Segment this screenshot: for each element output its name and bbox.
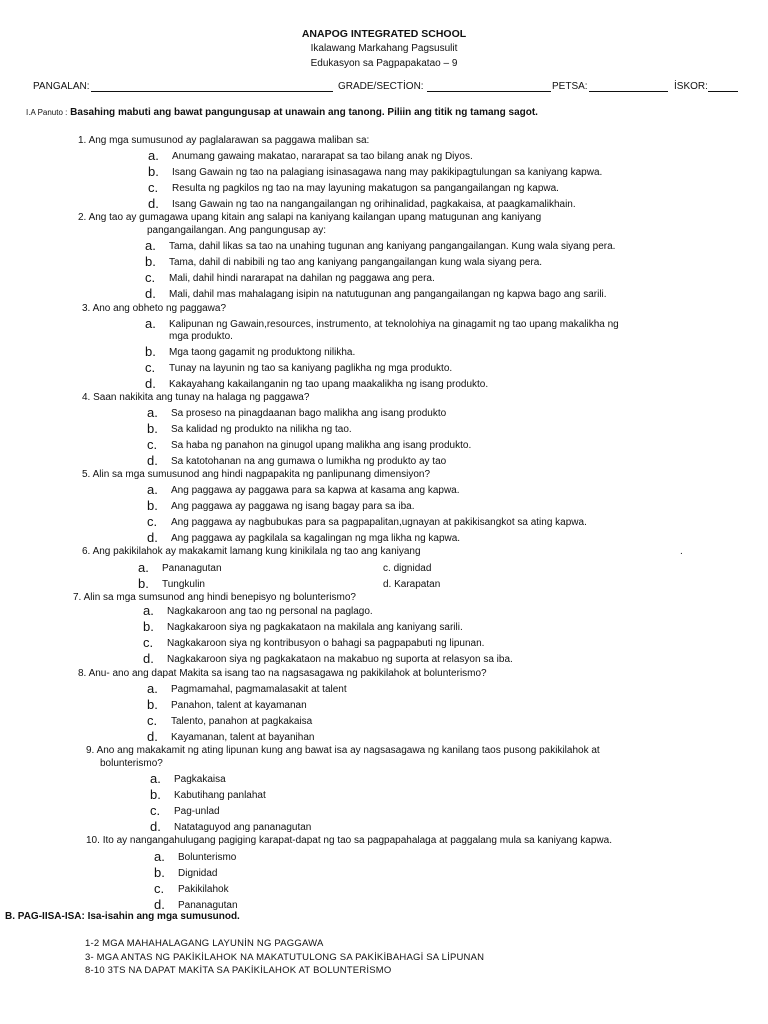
option-letter: c. (150, 803, 161, 818)
option-letter: c. (147, 713, 158, 728)
score-label: İSKOR: (674, 81, 708, 92)
option-letter: d. (143, 651, 154, 666)
question-stem: Ang pakikilahok ay makakamit lamang kung kinikilala ng tao ang kaniyang (92, 546, 421, 557)
question-9-continuation: bolunterismo? (100, 758, 163, 769)
question-number: 1. (78, 135, 87, 146)
option-letter: c. (143, 635, 154, 650)
option-text: Kayamanan, talent at bayanihan (171, 732, 315, 743)
option-letter: c. (383, 563, 391, 574)
option-text: Mali, dahil mas mahalagang isipin na natutugunan ang pangangailangan ng kapwa bago ang sarili. (169, 289, 607, 300)
question-3 (82, 303, 226, 314)
question-number: 9. (86, 745, 95, 756)
question-stem: Alin sa mga sumusunod ang hindi nagpapakita ng panlipunang dimensiyon? (92, 469, 431, 480)
option-text: Mga taong gagamit ng produktong nilikha. (169, 347, 356, 358)
question-stem: Alin sa mga sumsunod ang hindi benepisyo ng bolunterismo? (83, 592, 356, 603)
question-1 (78, 135, 369, 146)
option-letter: a. (145, 316, 156, 331)
option-text: Isang Gawain ng tao na nangangailangan ng orihinalidad, pagkakaisa, at paagkamalikhain. (172, 199, 576, 210)
question-number: 10. (86, 835, 100, 846)
question-number: 4. (82, 392, 91, 403)
option-letter: b. (147, 498, 158, 513)
option-text: Natataguyod ang pananagutan (174, 822, 312, 833)
option-letter: a. (138, 560, 149, 575)
option-text: Resulta ng pagkilos ng tao na may layuning makatugon sa pangangailangan ng kapwa. (172, 183, 559, 194)
option-letter: d. (150, 819, 161, 834)
q6-option-c[interactable] (383, 563, 431, 574)
option-letter: a. (154, 849, 165, 864)
q3-option-a-continuation: mga produkto. (169, 331, 233, 342)
question-10 (86, 835, 612, 846)
option-letter: a. (143, 603, 154, 618)
option-letter: c. (145, 270, 156, 285)
option-letter: b. (145, 344, 156, 359)
question-stem: Saan nakikita ang tunay na halaga ng paggawa? (93, 392, 310, 403)
exam-title: Ikalawang Markahang Pagsusulit (310, 43, 458, 54)
option-text: Tunay na layunin ng tao sa kaniyang paglikha ng mga produkto. (169, 363, 453, 374)
option-text: Pagmamahal, pagmamalasakit at talent (171, 684, 347, 695)
option-letter: c. (145, 360, 156, 375)
option-text: Kabutihang panlahat (174, 790, 266, 801)
option-letter: b. (145, 254, 156, 269)
option-text: Nagkakaroon siya ng kontribusyon o bahagi sa pagpapabuti ng lipunan. (167, 638, 485, 649)
question-stem: Ito ay nangangahulugang pagiging karapat-dapat ng tao sa pagpapahalaga at paggalang mula sa kaniyang kapwa. (102, 835, 612, 846)
option-text: Ang paggawa ay paggawa ng isang bagay para sa iba. (171, 501, 415, 512)
option-letter: c. (148, 180, 159, 195)
option-letter: d. (145, 376, 156, 391)
question-9 (86, 745, 600, 756)
option-text: Sa proseso na pinagdaanan bago malikha ang isang produkto (171, 408, 447, 419)
part-b-item-3: 8-10 3TS NA DAPAT MAKİTA SA PAKİKİLAHOK AT BOLUNTERİSMO (85, 965, 392, 976)
directions (26, 107, 538, 118)
option-letter: a. (147, 681, 158, 696)
option-text: dignidad (393, 563, 432, 574)
school-name: ANAPOG INTEGRATED SCHOOL (301, 28, 467, 40)
option-text: Bolunterismo (178, 852, 237, 863)
option-letter: b. (147, 697, 158, 712)
option-letter: d. (148, 196, 159, 211)
option-text: Mali, dahil hindi nararapat na dahilan ng paggawa ang pera. (169, 273, 435, 284)
subject-title: Edukasyon sa Pagpapakatao – 9 (310, 58, 458, 69)
option-letter: b. (147, 421, 158, 436)
option-text: Anumang gawaing makatao, nararapat sa tao bilang anak ng Diyos. (172, 151, 473, 162)
part-b-item-1: 1-2 MGA MAHAHALAGANG LAYUNİN NG PAGGAWA (85, 938, 324, 949)
option-text: Ang paggawa ay nagbubukas para sa pagpapalitan,ugnayan at pakikisangkot sa ating kapwa. (171, 517, 587, 528)
option-text: Tama, dahil likas sa tao na unahing tugunan ang kaniyang pangangailangan. Kung wala siyang pera. (169, 241, 616, 252)
option-text: Tungkulin (162, 579, 205, 590)
option-letter: a. (150, 771, 161, 786)
option-letter: c. (147, 514, 158, 529)
option-text: Pakikilahok (178, 884, 229, 895)
question-stem: Ano ang obheto ng paggawa? (92, 303, 227, 314)
option-text: Talento, panahon at pagkakaisa (171, 716, 313, 727)
option-text: Tama, dahil di nabibili ng tao ang kaniyang pangangailangan kung wala siyang pera. (169, 257, 543, 268)
option-letter: c. (147, 437, 158, 452)
q6-option-d[interactable] (383, 579, 440, 590)
question-number: 8. (78, 668, 87, 679)
name-field[interactable] (91, 81, 333, 92)
question-stem: Ang tao ay gumagawa upang kitain ang salapi na kaniyang kailangan upang matugunan ang kaniyang (88, 212, 542, 223)
part-b-item-2: 3- MGA ANTAS NG PAKİKİLAHOK NA MAKATUTULONG SA PAKİKİBAHAGİ SA LİPUNAN (85, 952, 485, 963)
question-number: 6. (82, 546, 91, 557)
option-letter: d. (383, 579, 392, 590)
question-8 (78, 668, 487, 679)
part-b-heading: B. PAG-IISA-ISA: Isa-isahin ang mga sumusunod. (5, 911, 240, 922)
option-text: Ang paggawa ay paggawa para sa kapwa at kasama ang kapwa. (171, 485, 460, 496)
option-text: Nagkakaroon siya ng pagkakataon na makabuo ng suporta at relasyon sa iba. (167, 654, 513, 665)
question-stem: Ano ang makakamit ng ating lipunan kung ang bawat isa ay nagsasagawa ng kanilang taos pusong pakikilahok at (96, 745, 600, 756)
option-letter: d. (147, 453, 158, 468)
option-letter: d. (154, 897, 165, 912)
option-text: Karapatan (394, 579, 441, 590)
option-letter: a. (147, 405, 158, 420)
option-letter: b. (150, 787, 161, 802)
question-7 (73, 592, 356, 603)
question-number: 5. (82, 469, 91, 480)
option-letter: b. (148, 164, 159, 179)
option-text: Kalipunan ng Gawain,resources, instrumento, at teknolohiya na ginagamit ng tao upang makalikha ng (169, 319, 619, 330)
option-letter: a. (145, 238, 156, 253)
question-2 (78, 212, 541, 223)
question-stem: Ang mga sumusunod ay paglalarawan sa paggawa maliban sa: (88, 135, 370, 146)
option-letter: b. (154, 865, 165, 880)
question-number: 3. (82, 303, 91, 314)
question-6-blank-end: . (680, 546, 683, 557)
option-letter: a. (148, 148, 159, 163)
question-2-continuation: pangangailangan. Ang pangungusap ay: (147, 225, 327, 236)
option-text: Isang Gawain ng tao na palagiang isinasagawa nang may pakikipagtulungan sa kaniyang kapwa. (172, 167, 603, 178)
option-letter: b. (138, 576, 149, 591)
option-text: Ang paggawa ay pagkilala sa kagalingan ng mga likha ng kapwa. (171, 533, 461, 544)
option-text: Nagkakaroon ang tao ng personal na paglago. (167, 606, 373, 617)
option-letter: a. (147, 482, 158, 497)
option-text: Sa katotohanan na ang gumawa o lumikha ng produkto ay tao (171, 456, 447, 467)
option-text: Kakayahang kakailanganin ng tao upang maakalikha ng isang produkto. (169, 379, 489, 390)
question-number: 7. (73, 592, 82, 603)
question-stem: Anu- ano ang dapat Makita sa isang tao na nagsasagawa ng pakikilahok at bolunterismo? (88, 668, 487, 679)
question-4 (82, 392, 309, 403)
option-text: Pananagutan (178, 900, 238, 911)
directions-text: Basahing mabuti ang bawat pangungusap at unawain ang tanong. Piliin ang titik ng tamang sagot. (70, 107, 538, 118)
option-text: Sa haba ng panahon na ginugol upang malikha ang isang produkto. (171, 440, 472, 451)
option-text: Pagkakaisa (174, 774, 226, 785)
name-label: PANGALAN: (33, 81, 90, 92)
date-label: PETSA: (552, 81, 588, 92)
option-text: Pag-unlad (174, 806, 220, 817)
question-6 (82, 546, 421, 557)
option-text: Dignidad (178, 868, 218, 879)
option-text: Panahon, talent at kayamanan (171, 700, 307, 711)
option-letter: c. (154, 881, 165, 896)
option-letter: d. (147, 530, 158, 545)
option-text: Sa kalidad ng produkto na nilikha ng tao. (171, 424, 352, 435)
option-letter: d. (145, 286, 156, 301)
option-text: Pananagutan (162, 563, 222, 574)
grade-label: GRADE/SECTİON: (338, 81, 424, 92)
option-letter: d. (147, 729, 158, 744)
option-letter: b. (143, 619, 154, 634)
option-text: Nagkakaroon siya ng pagkakataon na makilala ang kaniyang sarili. (167, 622, 463, 633)
question-5 (82, 469, 430, 480)
question-number: 2. (78, 212, 87, 223)
directions-tag: I.A Panuto : (26, 108, 68, 117)
